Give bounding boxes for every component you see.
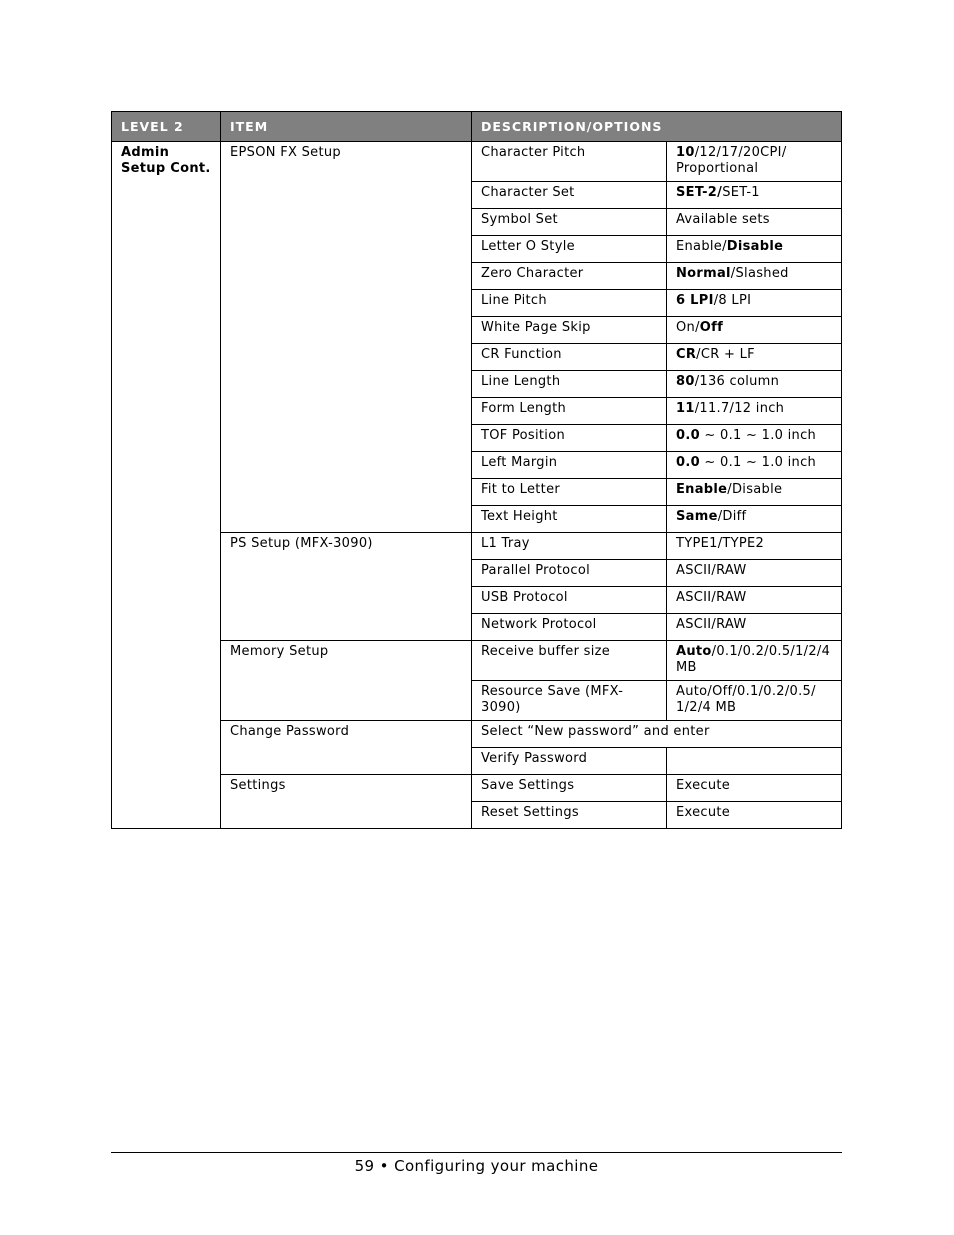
option-value bbox=[667, 142, 842, 182]
option-label: Character Set bbox=[472, 182, 667, 209]
option-label: TOF Position bbox=[472, 425, 667, 452]
other-values: /0.1/0.2/0.5/1/2/4 MB bbox=[676, 644, 831, 675]
other-values: /136 column bbox=[694, 374, 780, 389]
option-value bbox=[667, 452, 842, 479]
option-value: Auto/Off/0.1/0.2/0.5/ 1/2/4 MB bbox=[667, 681, 842, 721]
other-values: /Diff bbox=[717, 509, 747, 524]
default-value: SET-2/ bbox=[676, 185, 723, 200]
option-label: Network Protocol bbox=[472, 614, 667, 641]
default-value: 0.0 bbox=[676, 428, 700, 443]
header-description-options: DESCRIPTION/OPTIONS bbox=[472, 112, 842, 142]
footer-divider bbox=[111, 1152, 842, 1153]
option-value: ASCII/RAW bbox=[667, 614, 842, 641]
default-value: 6 LPI bbox=[676, 293, 714, 308]
option-label: CR Function bbox=[472, 344, 667, 371]
option-value bbox=[667, 506, 842, 533]
option-value: Execute bbox=[667, 802, 842, 829]
page-footer: 59 • Configuring your machine bbox=[354, 1157, 599, 1175]
default-value: Auto bbox=[676, 644, 712, 659]
table-header-row bbox=[112, 112, 842, 142]
default-value: Enable bbox=[676, 482, 728, 497]
default-value: 11 bbox=[676, 401, 695, 416]
option-value: Available sets bbox=[667, 209, 842, 236]
other-values: /Slashed bbox=[730, 266, 789, 281]
table-row bbox=[112, 533, 842, 560]
option-label: Form Length bbox=[472, 398, 667, 425]
option-label: Zero Character bbox=[472, 263, 667, 290]
admin-setup-table bbox=[111, 111, 842, 829]
item-settings: Settings bbox=[221, 775, 472, 829]
option-value: ASCII/RAW bbox=[667, 587, 842, 614]
option-label: Select “New password” and enter bbox=[472, 721, 842, 748]
option-value bbox=[667, 290, 842, 317]
other-values: ~ 0.1 ~ 1.0 inch bbox=[699, 428, 817, 443]
other-values: /Disable bbox=[727, 482, 783, 497]
other-values: On/ bbox=[676, 320, 700, 335]
option-label: Character Pitch bbox=[472, 142, 667, 182]
item-epson-fx-setup: EPSON FX Setup bbox=[221, 142, 472, 533]
default-value: 10 bbox=[676, 145, 695, 160]
option-label: Save Settings bbox=[472, 775, 667, 802]
option-value bbox=[667, 182, 842, 209]
option-label: Line Length bbox=[472, 371, 667, 398]
other-values: /11.7/12 inch bbox=[694, 401, 785, 416]
other-values: SET-1 bbox=[722, 185, 760, 200]
option-value: ASCII/RAW bbox=[667, 560, 842, 587]
option-label: Left Margin bbox=[472, 452, 667, 479]
header-level-2: LEVEL 2 bbox=[112, 112, 221, 142]
item-ps-setup: PS Setup (MFX-3090) bbox=[221, 533, 472, 641]
option-value bbox=[667, 479, 842, 506]
other-values: /12/17/20CPI/ Proportional bbox=[676, 145, 787, 176]
default-value: 0.0 bbox=[676, 455, 700, 470]
option-label: Reset Settings bbox=[472, 802, 667, 829]
option-value bbox=[667, 317, 842, 344]
default-value: Disable bbox=[726, 239, 784, 254]
option-value: Execute bbox=[667, 775, 842, 802]
item-memory-setup: Memory Setup bbox=[221, 641, 472, 721]
default-value: CR bbox=[676, 347, 697, 362]
option-value bbox=[667, 425, 842, 452]
option-label: Resource Save (MFX-3090) bbox=[472, 681, 667, 721]
other-values: /8 LPI bbox=[713, 293, 752, 308]
header-item: ITEM bbox=[221, 112, 472, 142]
default-value: 80 bbox=[676, 374, 695, 389]
option-label: L1 Tray bbox=[472, 533, 667, 560]
option-label: Parallel Protocol bbox=[472, 560, 667, 587]
table-row bbox=[112, 775, 842, 802]
table-row bbox=[112, 142, 842, 182]
default-value: Off bbox=[699, 320, 724, 335]
option-value bbox=[667, 398, 842, 425]
option-label: Receive buffer size bbox=[472, 641, 667, 681]
default-value: Same bbox=[676, 509, 718, 524]
item-change-password: Change Password bbox=[221, 721, 472, 775]
default-value: Normal bbox=[676, 266, 731, 281]
table-row bbox=[112, 641, 842, 681]
option-label: White Page Skip bbox=[472, 317, 667, 344]
option-label: Verify Password bbox=[472, 748, 667, 775]
other-values: /CR + LF bbox=[696, 347, 755, 362]
other-values: Enable/ bbox=[676, 239, 727, 254]
option-label: USB Protocol bbox=[472, 587, 667, 614]
option-label: Fit to Letter bbox=[472, 479, 667, 506]
option-value bbox=[667, 371, 842, 398]
option-label: Symbol Set bbox=[472, 209, 667, 236]
option-label: Letter O Style bbox=[472, 236, 667, 263]
option-value bbox=[667, 263, 842, 290]
option-label: Line Pitch bbox=[472, 290, 667, 317]
option-value: TYPE1/TYPE2 bbox=[667, 533, 842, 560]
option-value bbox=[667, 748, 842, 775]
option-label: Text Height bbox=[472, 506, 667, 533]
other-values: ~ 0.1 ~ 1.0 inch bbox=[699, 455, 817, 470]
level-2-cell: Admin Setup Cont. bbox=[112, 142, 221, 829]
option-value bbox=[667, 641, 842, 681]
option-value bbox=[667, 344, 842, 371]
table-row bbox=[112, 721, 842, 748]
option-value bbox=[667, 236, 842, 263]
